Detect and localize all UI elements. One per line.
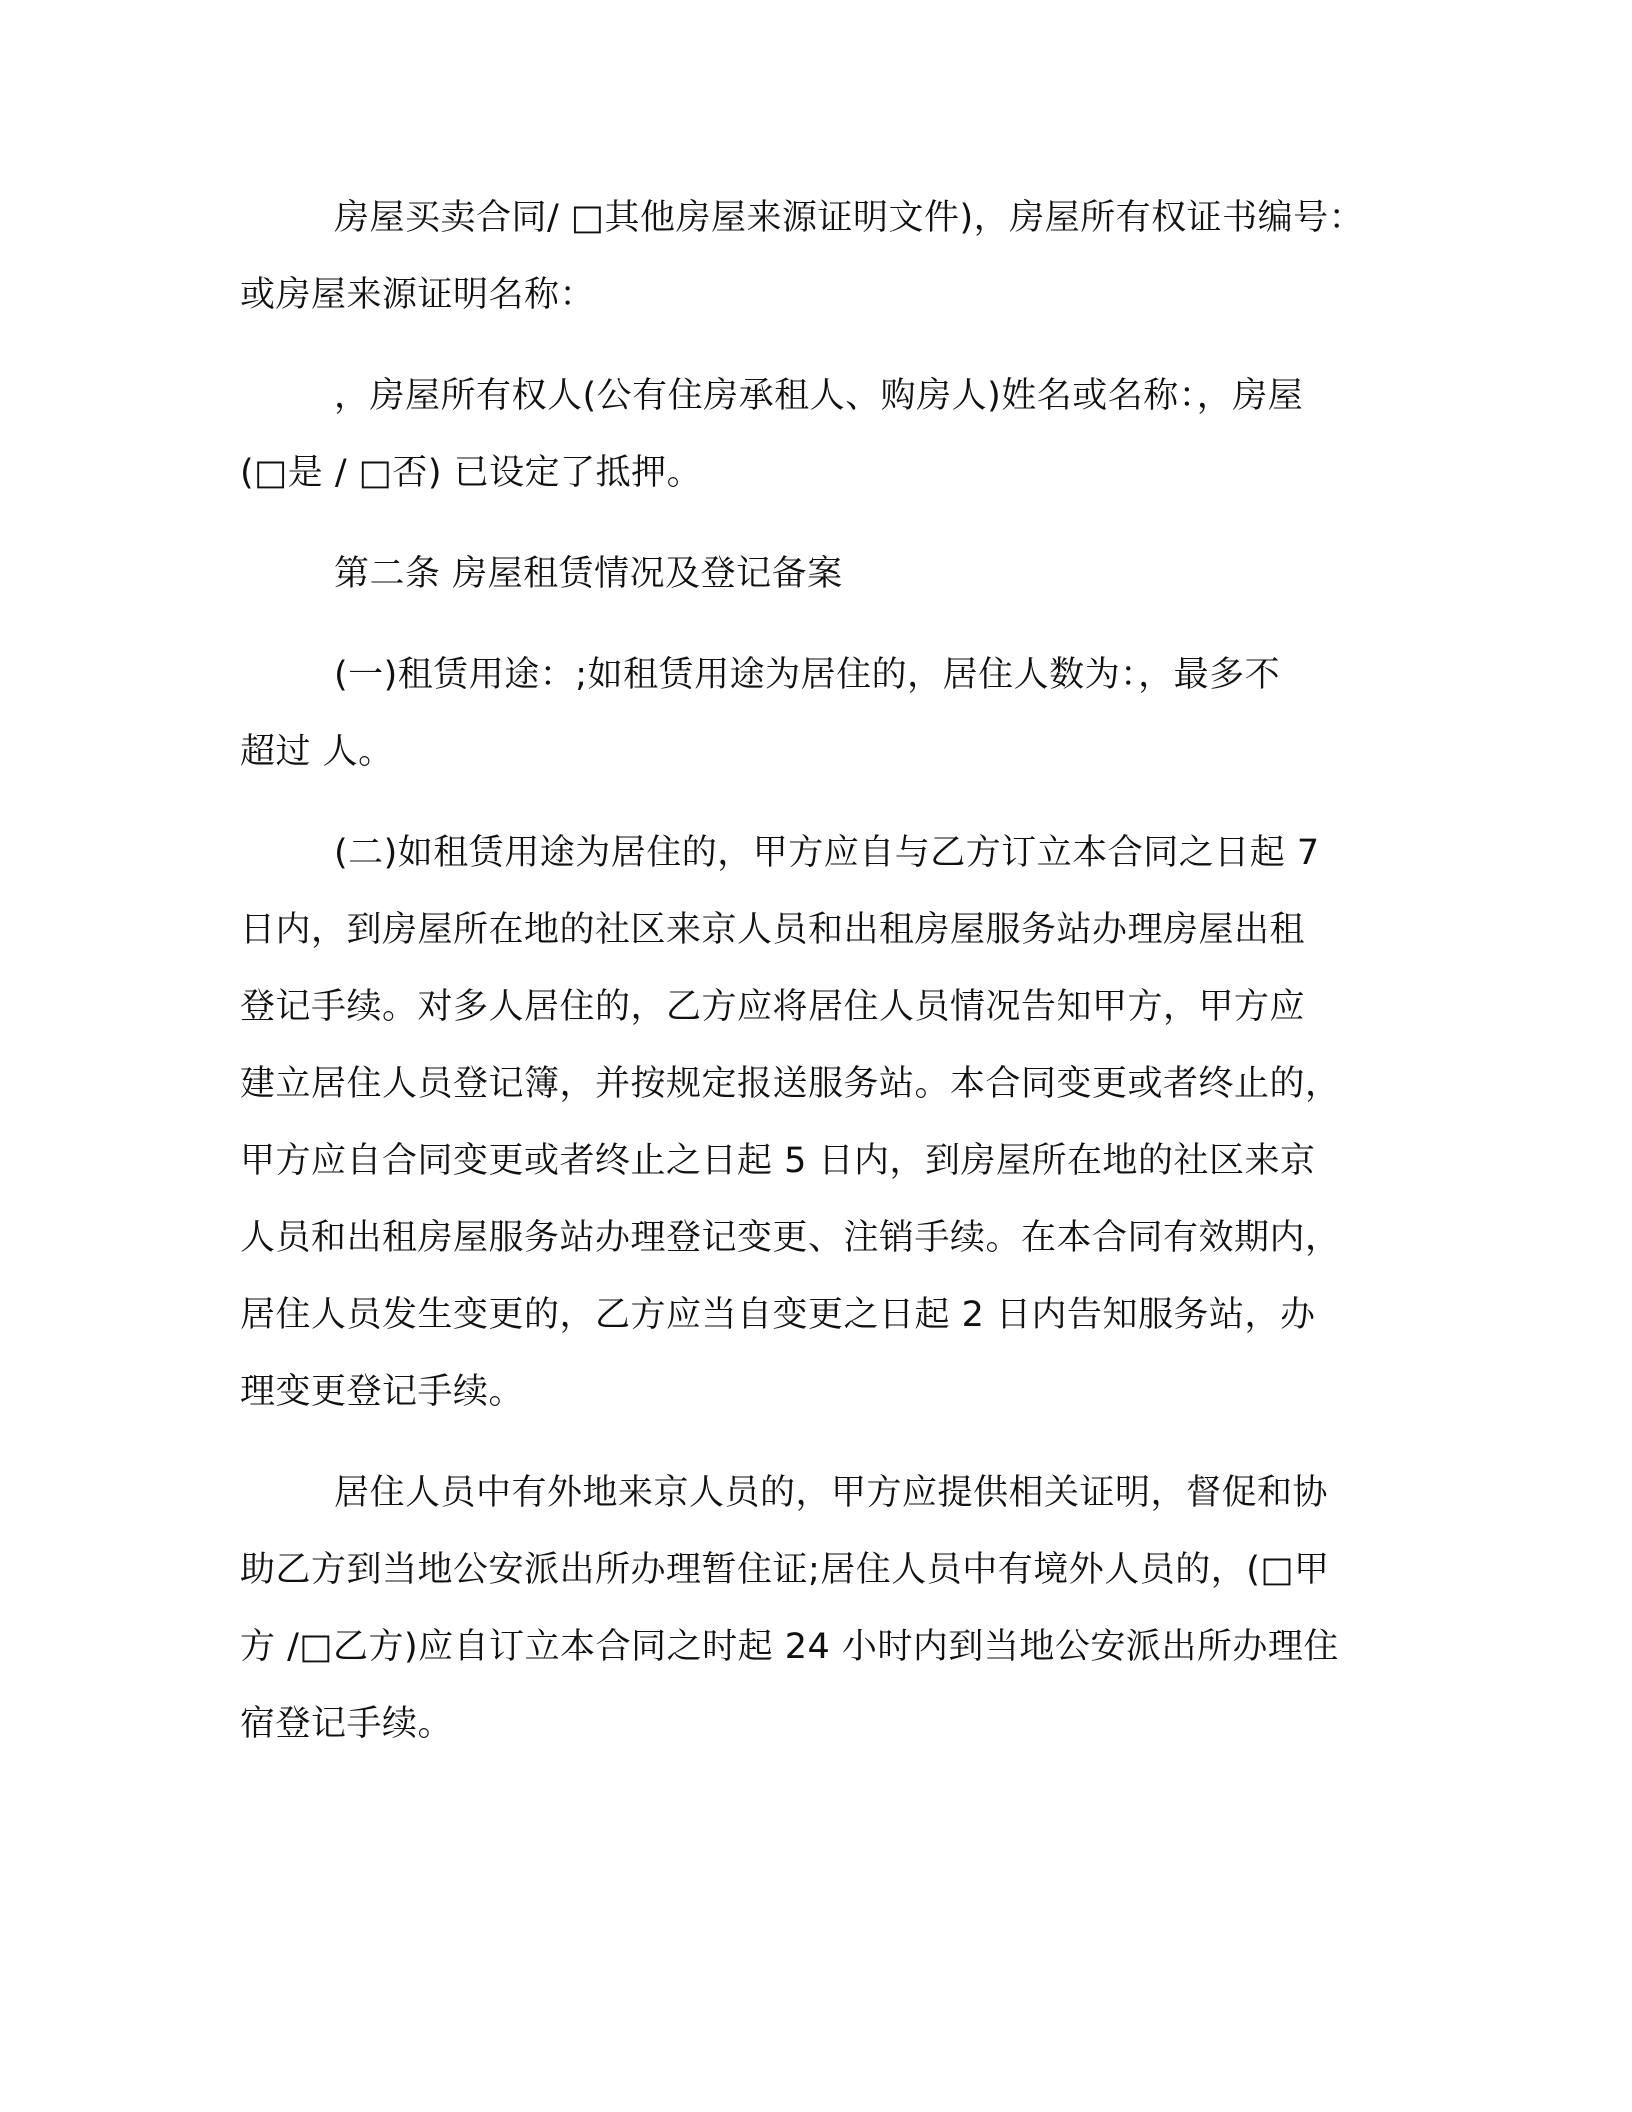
text-line: 房屋买卖合同/ □其他房屋来源证明文件)，房屋所有权证书编号： bbox=[334, 198, 1365, 238]
text-line: ，房屋所有权人(公有住房承租人、购房人)姓名或名称：，房屋 bbox=[334, 376, 1304, 416]
text-line: 居住人员发生变更的，乙方应当自变更之日起 2 日内告知服务站，办 bbox=[240, 1295, 1316, 1335]
text-line: 方 /□乙方)应自订立本合同之时起 24 小时内到当地公安派出所办理住 bbox=[240, 1627, 1339, 1667]
text-line: 日内，到房屋所在地的社区来京人员和出租房屋服务站办理房屋出租 bbox=[240, 910, 1306, 950]
text-line: 建立居住人员登记簿，并按规定报送服务站。本合同变更或者终止的， bbox=[240, 1064, 1341, 1104]
text-line: (□是 / □否) 已设定了抵押。 bbox=[240, 453, 703, 493]
section-heading: 第二条 房屋租赁情况及登记备案 bbox=[334, 554, 843, 594]
text-line: 超过 人。 bbox=[240, 732, 394, 772]
text-line: 宿登记手续。 bbox=[240, 1704, 454, 1744]
text-line: 或房屋来源证明名称： bbox=[240, 275, 596, 315]
text-line: 人员和出租房屋服务站办理登记变更、注销手续。在本合同有效期内， bbox=[240, 1218, 1341, 1258]
text-line: 甲方应自合同变更或者终止之日起 5 日内，到房屋所在地的社区来京 bbox=[240, 1141, 1316, 1181]
text-line: (二)如租赁用途为居住的，甲方应自与乙方订立本合同之日起 7 bbox=[334, 833, 1320, 873]
text-line: (一)租赁用途：;如租赁用途为居住的，居住人数为：，最多不 bbox=[334, 655, 1281, 695]
text-line: 理变更登记手续。 bbox=[240, 1372, 525, 1412]
text-line: 登记手续。对多人居住的，乙方应将居住人员情况告知甲方，甲方应 bbox=[240, 987, 1306, 1027]
text-line: 居住人员中有外地来京人员的，甲方应提供相关证明，督促和协 bbox=[334, 1473, 1329, 1513]
text-line: 助乙方到当地公安派出所办理暂住证;居住人员中有境外人员的，(□甲 bbox=[240, 1550, 1330, 1590]
